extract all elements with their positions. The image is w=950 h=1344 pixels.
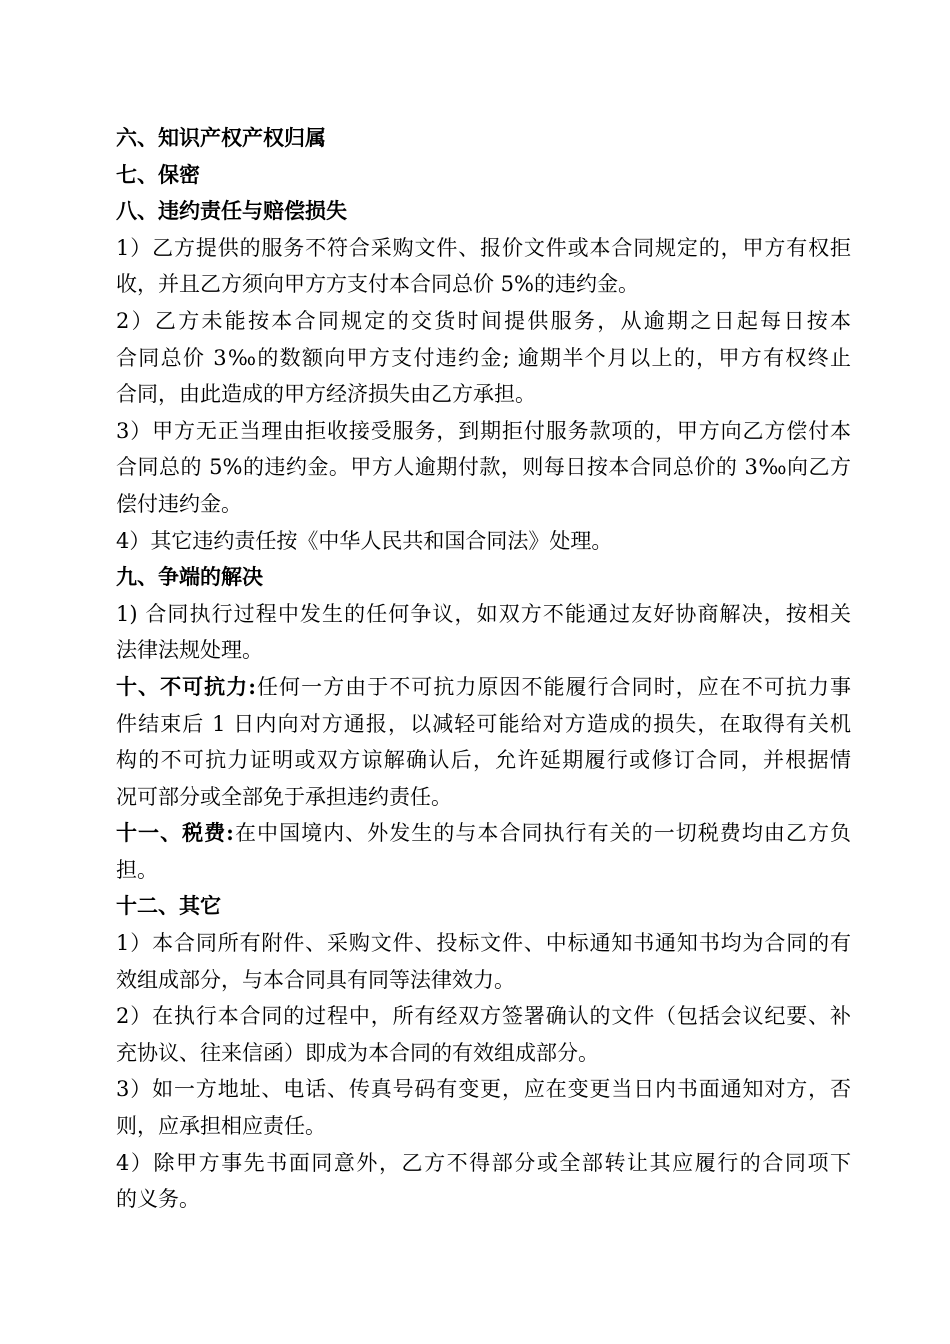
body-text-line <box>116 596 851 633</box>
body-text-line <box>116 230 851 267</box>
body-text-line <box>116 632 851 669</box>
line-text: 合同总的 5%的违约金。甲方人逾期付款，则每日按本合同总价的 3‰向乙方 <box>116 455 851 480</box>
body-text-line <box>116 1071 851 1108</box>
body-text-line <box>116 449 851 486</box>
line-text: 2）在执行本合同的过程中，所有经双方签署确认的文件（包括会议纪要、补 <box>116 1004 851 1029</box>
clause-lead-label: 十、不可抗力: <box>116 673 256 699</box>
line-text: 担。 <box>116 857 158 882</box>
line-text: 1) 合同执行过程中发生的任何争议，如双方不能通过友好协商解决，按相关 <box>116 601 851 626</box>
body-text-line <box>116 1035 851 1072</box>
body-text-line <box>116 376 851 413</box>
body-text-line <box>116 486 851 523</box>
line-text: 十二、其它 <box>116 893 221 919</box>
line-text: 2）乙方未能按本合同规定的交货时间提供服务，从逾期之日起每日按本 <box>116 308 851 333</box>
line-text: 1）本合同所有附件、采购文件、投标文件、中标通知书通知书均为合同的有 <box>116 931 851 956</box>
line-text: 合同总价 3‰的数额向甲方支付违约金; 逾期半个月以上的，甲方有权终止 <box>116 345 851 370</box>
section-heading <box>116 559 851 596</box>
line-text: 况可部分或全部免于承担违约责任。 <box>116 784 452 809</box>
line-text: 件结束后 1 日内向对方通报，以减轻可能给对方造成的损失，在取得有关机 <box>116 711 851 736</box>
body-text-line <box>116 815 851 852</box>
line-text: 4）除甲方事先书面同意外，乙方不得部分或全部转让其应履行的合同项下 <box>116 1150 851 1175</box>
line-text: 在中国境内、外发生的与本合同执行有关的一切税费均由乙方负 <box>233 821 851 846</box>
body-text-line <box>116 998 851 1035</box>
document-page <box>116 120 851 1218</box>
body-text-line <box>116 962 851 999</box>
line-text: 偿付违约金。 <box>116 491 242 516</box>
document-body <box>116 120 851 1218</box>
line-text: 八、违约责任与赔偿损失 <box>116 198 347 224</box>
body-text-line <box>116 266 851 303</box>
body-text-line <box>116 779 851 816</box>
body-text-line <box>116 669 851 706</box>
body-text-line <box>116 742 851 779</box>
line-text: 1）乙方提供的服务不符合采购文件、报价文件或本合同规定的，甲方有权拒 <box>116 235 851 260</box>
body-text-line <box>116 523 851 560</box>
body-text-line <box>116 303 851 340</box>
line-text: 七、保密 <box>116 161 200 187</box>
line-text: 任何一方由于不可抗力原因不能履行合同时，应在不可抗力事 <box>255 674 851 699</box>
line-text: 则，应承担相应责任。 <box>116 1114 326 1139</box>
body-text-line <box>116 1108 851 1145</box>
body-text-line <box>116 852 851 889</box>
clause-lead-label: 十一、税费: <box>116 820 234 846</box>
section-heading <box>116 888 851 925</box>
line-text: 六、知识产权产权归属 <box>116 125 326 150</box>
body-text-line <box>116 706 851 743</box>
body-text-line <box>116 925 851 962</box>
line-text: 构的不可抗力证明或双方谅解确认后，允许延期履行或修订合同，并根据情 <box>116 748 851 773</box>
line-text: 3）甲方无正当理由拒收接受服务，到期拒付服务款项的，甲方向乙方偿付本 <box>116 418 851 443</box>
line-text: 效组成部分，与本合同具有同等法律效力。 <box>116 967 515 992</box>
line-text: 的义务。 <box>116 1187 200 1212</box>
line-text: 合同，由此造成的甲方经济损失由乙方承担。 <box>116 382 536 407</box>
section-heading <box>116 120 851 157</box>
section-heading <box>116 193 851 230</box>
line-text: 4）其它违约责任按《中华人民共和国合同法》处理。 <box>116 528 613 553</box>
line-text: 法律法规处理。 <box>116 638 263 663</box>
line-text: 九、争端的解决 <box>116 564 263 590</box>
body-text-line <box>116 413 851 450</box>
line-text: 3）如一方地址、电话、传真号码有变更，应在变更当日内书面通知对方，否 <box>116 1077 851 1102</box>
line-text: 充协议、往来信函）即成为本合同的有效组成部分。 <box>116 1040 599 1065</box>
body-text-line <box>116 1181 851 1218</box>
body-text-line <box>116 340 851 377</box>
section-heading <box>116 157 851 194</box>
body-text-line <box>116 1145 851 1182</box>
line-text: 收，并且乙方须向甲方方支付本合同总价 5%的违约金。 <box>116 272 639 297</box>
